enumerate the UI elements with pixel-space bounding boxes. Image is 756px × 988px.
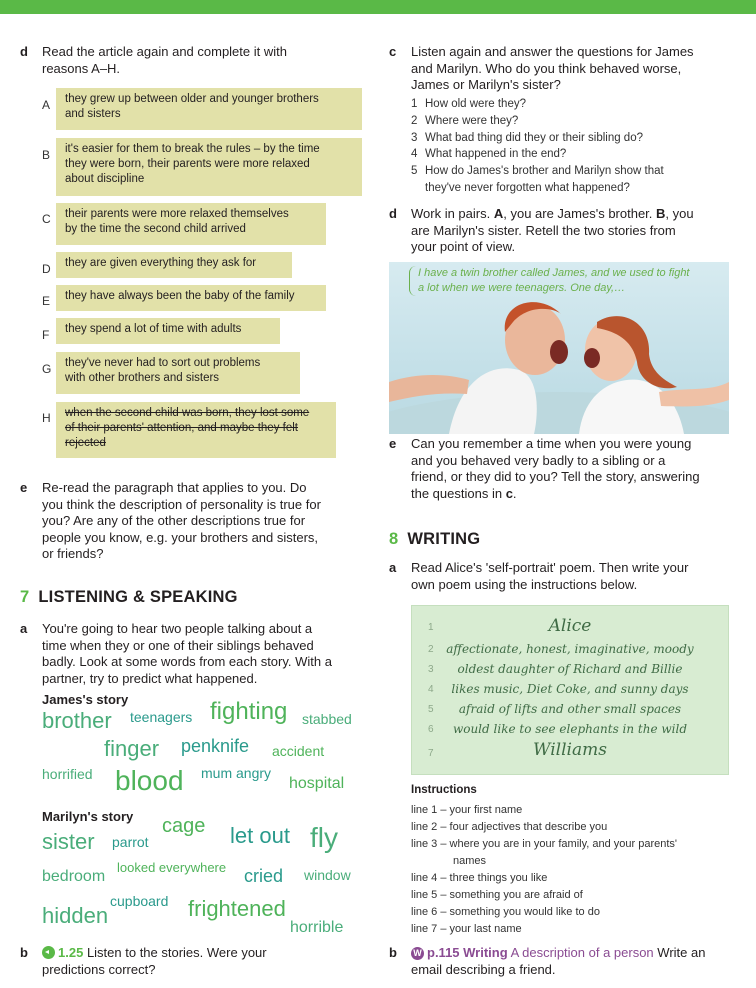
story-title: Marilyn's story xyxy=(42,809,134,824)
reason-box: they have always been the baby of the family xyxy=(56,285,326,311)
top-color-bar xyxy=(0,0,756,14)
reason-box: they spend a lot of time with adults xyxy=(56,318,280,344)
poem-line: 7 Williams xyxy=(428,740,607,760)
reason-box: they are given everything they ask for xyxy=(56,252,292,278)
word-cloud-item: mum angry xyxy=(201,765,272,781)
word-cloud-item: horrified xyxy=(42,766,93,782)
instruction-a: You're going to hear two people talking about a time when they or one of their siblings behaved badly. Look at some words from each story. With a partner, try to predict what happened. xyxy=(42,621,332,686)
instruction-c: Listen again and answer the questions for James and Marilyn. Who do you think behaved worse, James or Marilyn's sister? xyxy=(411,44,694,92)
reason-letter: E xyxy=(42,294,51,308)
instruction-e-right: Can you remember a time when you were young and you behaved very badly to a sibling or a friend, or they did to you? Tell the story, answering the questions in c. xyxy=(411,436,700,501)
reason-box-crossed-out: when the second child was born, they lost some of their parents' attention, and maybe they felt rejected xyxy=(56,402,336,458)
reason-letter: G xyxy=(42,362,52,376)
instruction-a-right: Read Alice's 'self-portrait' poem. Then write your own poem using the instructions below. xyxy=(411,560,689,592)
question-item: 5 How do James's brother and Marilyn show that xyxy=(411,165,664,178)
word-cloud-item: parrot xyxy=(112,834,149,850)
word-cloud-item: cried xyxy=(244,866,284,886)
story-title: James's story xyxy=(42,692,129,707)
word-cloud-item: finger xyxy=(104,736,160,761)
instruction-b-right: W p.115 Writing A description of a person Write an email describing a friend. xyxy=(411,945,706,977)
instructions-title: Instructions xyxy=(411,784,477,796)
instruction-d: Read the article again and complete it with reasons A–H. xyxy=(42,44,287,76)
reason-box: they grew up between older and younger brothers and sisters xyxy=(56,88,362,130)
instruction-d-pairs: Work in pairs. A, you are James's brother. B, you are Marilyn's sister. Retell the two stories from your point of view. xyxy=(411,206,694,254)
poem-line: 1 Alice xyxy=(428,616,592,636)
word-cloud-item: frightened xyxy=(188,896,286,921)
exercise-letter: a xyxy=(389,560,397,575)
question-item-continued: they've never forgotten what happened? xyxy=(425,181,630,194)
question-item: 4 What happened in the end? xyxy=(411,148,567,161)
word-cloud-item: cage xyxy=(162,815,206,837)
word-cloud-item: fighting xyxy=(210,698,288,725)
audio-track[interactable]: 1.25 xyxy=(58,945,84,960)
reason-letter: D xyxy=(42,262,51,276)
word-cloud-item: blood xyxy=(115,765,184,796)
question-list xyxy=(411,96,664,197)
instruction-b: 1.25 Listen to the stories. Were your predictions correct? xyxy=(42,945,267,977)
poem-line: 4 likes music, Diet Coke, and sunny days xyxy=(428,682,689,696)
quote-bracket-icon xyxy=(409,266,416,296)
word-cloud-item: stabbed xyxy=(302,711,352,727)
section-heading: 8 WRITING xyxy=(389,530,481,548)
reason-letter: B xyxy=(42,148,51,162)
word-cloud-item: penknife xyxy=(181,736,250,756)
exercise-letter: d xyxy=(389,206,397,221)
word-cloud-item: teenagers xyxy=(130,709,193,725)
poem-line: 6 would like to see elephants in the wild xyxy=(428,722,688,736)
poem-line: 5 afraid of lifts and other small spaces xyxy=(428,702,682,716)
word-cloud-item: window xyxy=(304,867,351,883)
reason-letter: A xyxy=(42,98,51,112)
question-item: 3 What bad thing did they or their sibling do? xyxy=(411,131,643,144)
instruction-e: Re-read the paragraph that applies to you. Do you think the description of personality is true for you? Are any of the other descriptions true for people you know, e.g. your brothers and sisters, or friends? xyxy=(42,480,321,561)
exercise-letter: e xyxy=(389,436,397,451)
exercise-letter: a xyxy=(20,621,28,636)
question-item: 1 How old were they? xyxy=(411,98,526,110)
audio-speaker-icon[interactable] xyxy=(42,946,55,959)
section-heading: 7 LISTENING & SPEAKING xyxy=(20,588,238,606)
exercise-letter: d xyxy=(20,44,28,59)
word-cloud-item: horrible xyxy=(290,919,344,936)
question-item: 2 Where were they? xyxy=(411,114,519,127)
instructions-list: line 1 – your first name line 2 – four adjectives that describe you line 3 – where you are in your family, and your parents' names line 4 – three things you like line 5 – something you are afraid of line 6 – something you would like to do line 7 – your last name xyxy=(411,804,678,935)
word-cloud-item: sister xyxy=(42,829,95,854)
poem-line: 3 oldest daughter of Richard and Billie xyxy=(428,662,683,676)
word-cloud-item: fly xyxy=(310,822,338,853)
word-cloud-item: accident xyxy=(272,743,325,759)
word-cloud-item: looked everywhere xyxy=(117,860,227,875)
reason-box: their parents were more relaxed themselves by the time the second child arrived xyxy=(56,203,326,245)
reason-letter: F xyxy=(42,328,50,342)
word-cloud-item: cupboard xyxy=(110,893,169,909)
poem-line: 2 affectionate, honest, imaginative, moody xyxy=(428,642,694,656)
exercise-letter: b xyxy=(20,945,28,960)
exercise-letter: c xyxy=(389,44,397,59)
word-cloud-item: bedroom xyxy=(42,868,106,885)
exercise-letter: e xyxy=(20,480,28,495)
word-cloud-item: brother xyxy=(42,708,112,733)
reason-box: they've never had to sort out problems with other brothers and sisters xyxy=(56,352,300,394)
exercise-letter: b xyxy=(389,945,397,960)
reason-letter: C xyxy=(42,212,51,226)
word-cloud-item: hospital xyxy=(289,775,345,792)
poem-card xyxy=(412,606,728,774)
word-cloud-item: hidden xyxy=(42,903,109,928)
reason-box: it's easier for them to break the rules – by the time they were born, their parents were more relaxed about discipline xyxy=(56,138,362,196)
example-quote: I have a twin brother called James, and we used to fight a lot when we were teenagers. One day,… xyxy=(418,267,690,294)
writing-page-link[interactable]: p.115 Writing xyxy=(427,945,508,960)
writing-badge-icon: W xyxy=(411,947,424,960)
reason-letter: H xyxy=(42,411,51,425)
word-cloud-item: let out xyxy=(230,823,290,848)
